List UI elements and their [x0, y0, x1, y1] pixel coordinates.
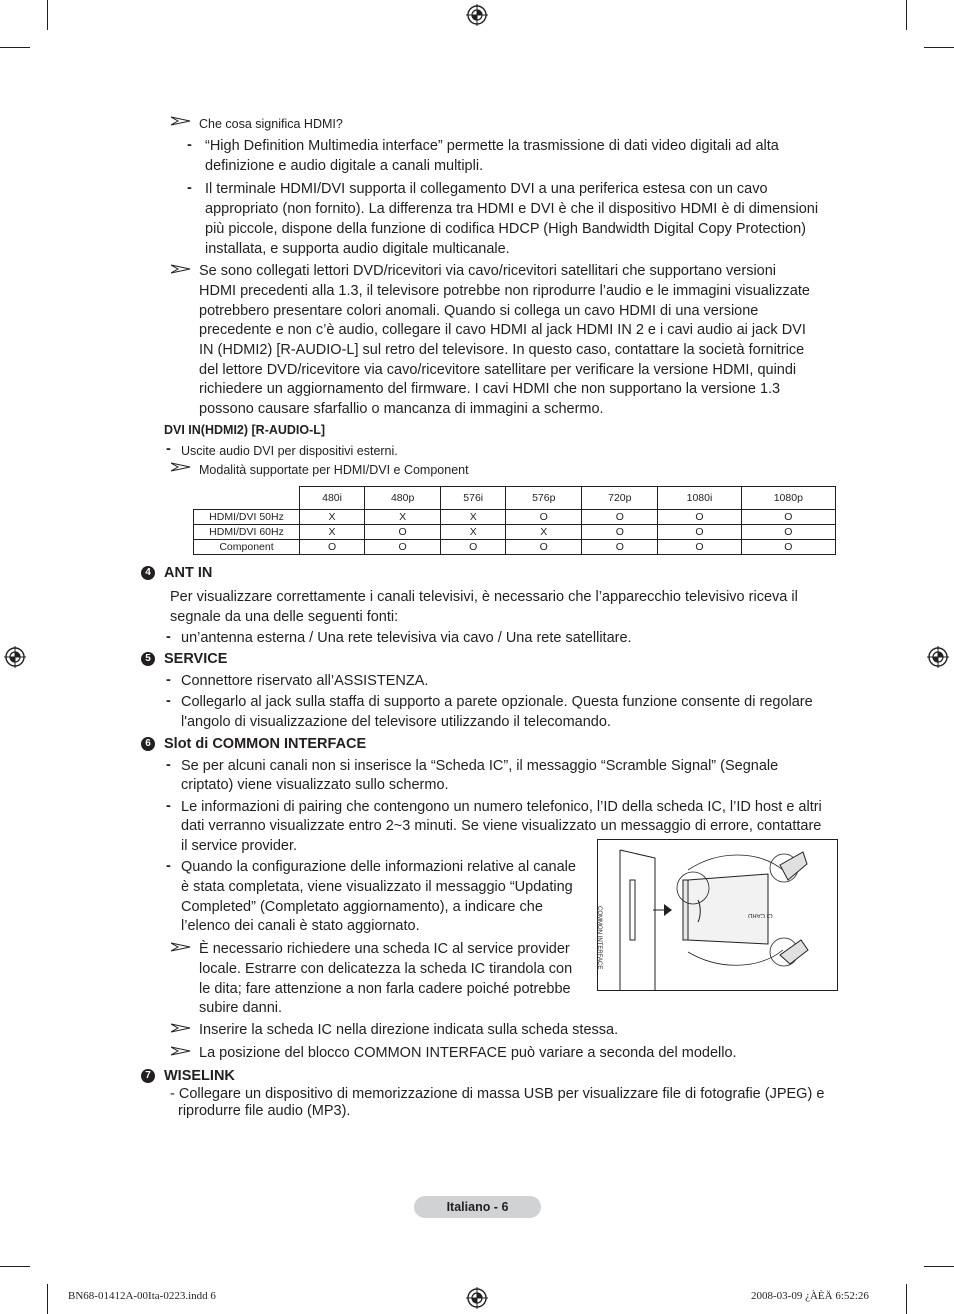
table-cell: O [741, 510, 835, 525]
note-arrow-icon [171, 116, 191, 126]
table-cell: O [506, 540, 582, 555]
dvd-note: possono causare sfarfallio o mancanza di immagini a schermo. [199, 401, 604, 417]
registration-mark-icon [466, 4, 488, 26]
bullet-dash: - [166, 798, 171, 814]
section-title: Slot di COMMON INTERFACE [164, 736, 367, 752]
table-header-cell: 576p [506, 487, 582, 510]
ci-bullet: dati verranno visualizzate entro 2~3 minuti. Se viene visualizzato un messaggio di errore, contattare [181, 818, 822, 834]
ci-card-drawing [598, 840, 837, 990]
ant-bullet: un’antenna esterna / Una rete televisiva via cavo / Una rete satellitare. [181, 630, 632, 646]
ci-note: locale. Estrarre con delicatezza la scheda IC tirandola con [199, 961, 573, 977]
crop-mark [0, 1266, 30, 1267]
table-cell: X [300, 525, 365, 540]
dvd-note: precedente e non c’è audio, collegare il cavo HDMI al jack HDMI IN 2 e i cavi audio ai jack DVI [199, 322, 806, 338]
table-header-row [194, 487, 836, 510]
ci-note: le dita; fare attenzione a non farla cadere poiché potrebbe [199, 981, 571, 997]
ci-bullet: Completed” (Completato aggiornamento), a indicare che [181, 899, 543, 915]
bullet-dash: - [166, 441, 171, 457]
dvd-note: potrebbero presentare colori anomali. Quando si collega un cavo HDMI di una versione [199, 303, 759, 319]
note-arrow-icon [171, 1023, 191, 1033]
table-cell: O [741, 540, 835, 555]
figure-card-label: CI CARD [748, 912, 773, 918]
table-header-cell: 1080i [658, 487, 741, 510]
ci-note: Inserire la scheda IC nella direzione indicata sulla scheda stessa. [199, 1022, 619, 1038]
dvd-note: richiedere un aggiornamento del firmware. I cavi HDMI che non supportano la versione 1.3 [199, 381, 781, 397]
note-arrow-icon [171, 942, 191, 952]
bullet-dash: - [166, 672, 171, 688]
ant-text: segnale da una delle seguenti fonti: [170, 609, 399, 625]
section-title: WISELINK [164, 1068, 235, 1084]
crop-mark [47, 1284, 48, 1314]
bullet-dash: - [166, 629, 171, 645]
table-row [194, 510, 836, 525]
table-cell: X [365, 510, 441, 525]
hdmi-definition: “High Definition Multimedia interface” permette la trasmissione di dati video digitali ad alta [205, 138, 779, 154]
ci-bullet: è stata completata, viene visualizzato il messaggio “Updating [181, 879, 573, 895]
note-arrow-icon [171, 462, 191, 472]
table-cell: X [506, 525, 582, 540]
bullet-dash: - [187, 180, 192, 196]
dvd-note: Se sono collegati lettori DVD/ricevitori via cavo/ricevitori satellitari che supportano versioni [199, 263, 777, 279]
section-number-badge: 6 [141, 737, 155, 751]
dvi-audio-text: Uscite audio DVI per dispositivi esterni. [181, 444, 398, 458]
ci-bullet: Quando la configurazione delle informazioni relative al canale [181, 859, 576, 875]
modes-note: Modalità supportate per HDMI/DVI e Component [199, 463, 469, 477]
hdmi-dvi-text: installata, e supporta audio digitale multicanale. [205, 241, 510, 257]
table-cell: O [658, 525, 741, 540]
hdmi-dvi-text: Il terminale HDMI/DVI supporta il collegamento DVI a una periferica estesa con un cavo [205, 181, 768, 197]
section-title: SERVICE [164, 651, 228, 667]
crop-mark [906, 0, 907, 30]
dvi-heading: DVI IN(HDMI2) [R-AUDIO-L] [164, 423, 326, 437]
ci-note: La posizione del blocco COMMON INTERFACE può variare a seconda del modello. [199, 1045, 737, 1061]
note-arrow-icon [171, 264, 191, 274]
table-cell: X [441, 525, 506, 540]
table-cell: O [582, 525, 658, 540]
section-number-badge: 5 [141, 652, 155, 666]
wiselink-text: riprodurre file audio (MP3). [178, 1103, 351, 1119]
table-header-cell: 1080p [741, 487, 835, 510]
service-bullet: Collegarlo al jack sulla staffa di supporto a parete opzionale. Questa funzione consente di regolare [181, 694, 813, 710]
hdmi-dvi-text: appropriato (non fornito). La differenza tra HDMI e DVI è che il dispositivo HDMI è di dimensioni [205, 201, 819, 217]
section-number-badge: 4 [141, 566, 155, 580]
dvd-note: del lettore DVD/ricevitore via cavo/ricevitore satellitare per verificare la versione HDMI, quindi [199, 362, 797, 378]
ci-bullet: l’elenco dei canali è stato aggiornato. [181, 918, 420, 934]
date-slug: 2008-03-09 ¿ÀÈÄ 6:52:26 [751, 1290, 869, 1302]
hdmi-definition: definizione e audio digitale a canali multipli. [205, 158, 484, 174]
section-title: ANT IN [164, 565, 213, 581]
wiselink-text: - Collegare un dispositivo di memorizzazione di massa USB per visualizzare file di fotografie (JPEG) e [170, 1086, 825, 1102]
registration-mark-icon [4, 646, 26, 668]
crop-mark [906, 1284, 907, 1314]
bullet-dash: - [166, 693, 171, 709]
table-cell: O [365, 540, 441, 555]
table-cell: O [741, 525, 835, 540]
table-cell: HDMI/DVI 60Hz [194, 525, 300, 540]
ci-bullet: Se per alcuni canali non si inserisce la “Scheda IC”, il messaggio “Scramble Signal” (Segnale [181, 758, 779, 774]
service-bullet: Connettore riservato all’ASSISTENZA. [181, 673, 429, 689]
bullet-dash: - [187, 137, 192, 153]
note-arrow-icon [171, 1046, 191, 1056]
ci-bullet: il service provider. [181, 838, 298, 854]
hdmi-question: Che cosa significa HDMI? [199, 117, 343, 131]
dvd-note: IN (HDMI2) [R-AUDIO-L] sul retro del televisore. In questo caso, contattare la società fornitrice [199, 342, 805, 358]
table-header-cell: 720p [582, 487, 658, 510]
table-header-cell: 480i [300, 487, 365, 510]
figure-slot-label: COMMON INTERFACE [596, 906, 602, 970]
ci-bullet: Le informazioni di pairing che contengono un numero telefonico, l’ID della scheda IC, l’ID host e altri [181, 799, 822, 815]
table-header-cell: 576i [441, 487, 506, 510]
ci-note: È necessario richiedere una scheda IC al service provider [199, 941, 570, 957]
bullet-dash: - [166, 858, 171, 874]
table-cell: O [658, 510, 741, 525]
table-header-cell: 480p [365, 487, 441, 510]
table-row [194, 540, 836, 555]
page-number-label: Italiano - 6 [414, 1196, 541, 1218]
table-row [194, 525, 836, 540]
registration-mark-icon [466, 1287, 488, 1309]
crop-mark [924, 1266, 954, 1267]
ci-bullet: criptato) viene visualizzato sullo schermo. [181, 777, 449, 793]
crop-mark [0, 47, 30, 48]
table-cell: X [441, 510, 506, 525]
ant-text: Per visualizzare correttamente i canali televisivi, è necessario che l’apparecchio televisivo riceva il [170, 589, 798, 605]
table-cell: O [300, 540, 365, 555]
table-cell: O [582, 540, 658, 555]
file-slug: BN68-01412A-00Ita-0223.indd 6 [68, 1290, 216, 1302]
supported-modes-table [193, 486, 836, 555]
table-cell: O [365, 525, 441, 540]
bullet-dash: - [166, 757, 171, 773]
table-header-cell [194, 487, 300, 510]
hdmi-dvi-text: più piccole, dispone della funzione di codifica HDCP (High Bandwidth Digital Copy Protection) [205, 221, 806, 237]
table-cell: O [506, 510, 582, 525]
section-number-badge: 7 [141, 1069, 155, 1083]
dvd-note: HDMI precedenti alla 1.3, il televisore potrebbe non riprodurre l’audio e le immagini visualizzate [199, 283, 810, 299]
crop-mark [47, 0, 48, 30]
table-cell: HDMI/DVI 50Hz [194, 510, 300, 525]
ci-card-illustration [597, 839, 838, 991]
table-cell: O [582, 510, 658, 525]
registration-mark-icon [927, 646, 949, 668]
table-cell: O [658, 540, 741, 555]
table-cell: Component [194, 540, 300, 555]
table-cell: X [300, 510, 365, 525]
ci-note: subire danni. [199, 1000, 283, 1016]
service-bullet: l'angolo di visualizzazione del televisore utilizzando il telecomando. [181, 714, 611, 730]
table-cell: O [441, 540, 506, 555]
crop-mark [924, 47, 954, 48]
